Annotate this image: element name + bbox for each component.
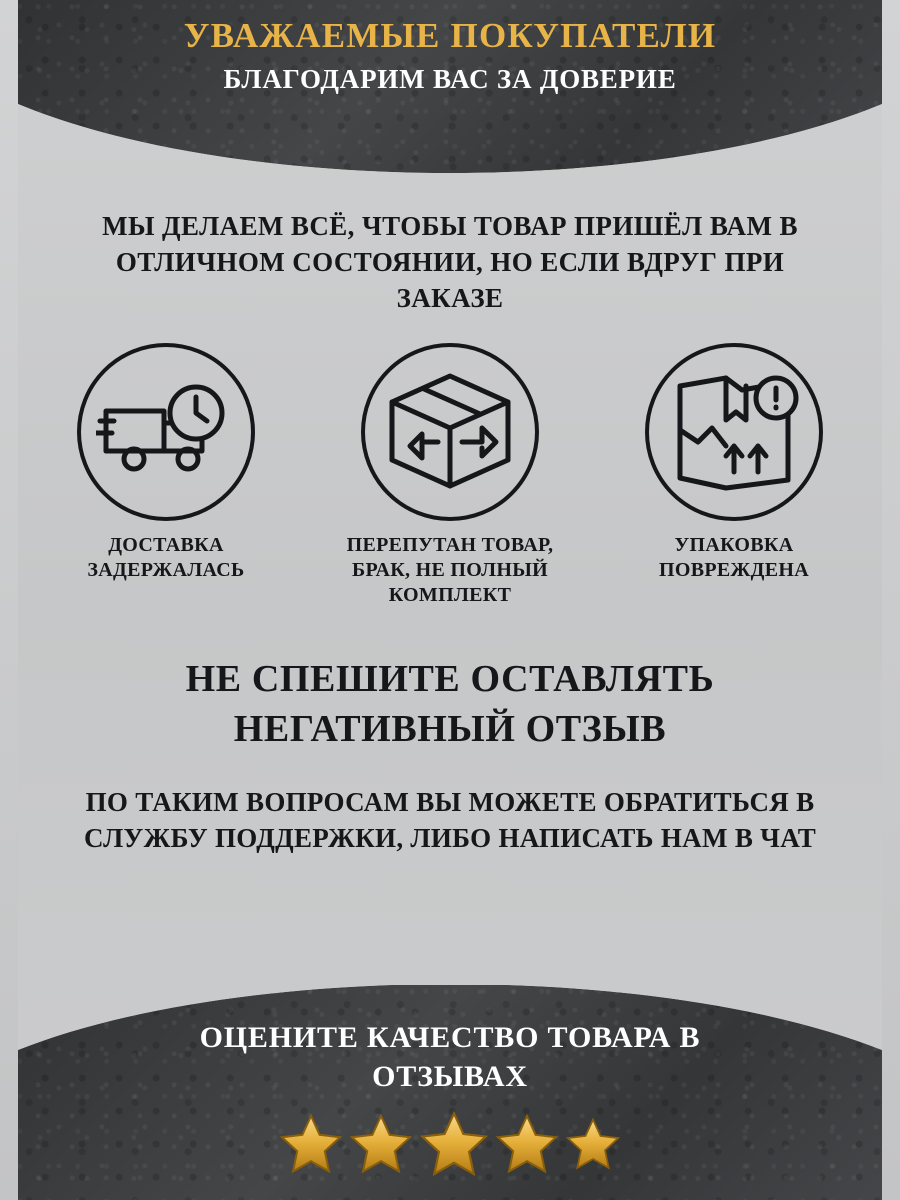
headline-text: НЕ СПЕШИТЕ ОСТАВЛЯТЬ НЕГАТИВНЫЙ ОТЗЫВ: [185, 657, 715, 750]
issue-item-delivery-delayed: [46, 343, 286, 583]
star-rating[interactable]: [0, 1110, 900, 1178]
issues-row: [0, 343, 900, 608]
star-icon[interactable]: [279, 1113, 343, 1175]
issue-caption: ПЕРЕПУТАН ТОВАР, БРАК, НЕ ПОЛНЫЙ КОМПЛЕКТ: [346, 533, 554, 606]
support-text: ПО ТАКИМ ВОПРОСАМ ВЫ МОЖЕТЕ ОБРАТИТЬСЯ В СЛУЖБУ ПОДДЕРЖКИ, ЛИБО НАПИСАТЬ НАМ В ЧАТ: [83, 786, 817, 853]
star-icon[interactable]: [495, 1113, 559, 1175]
intro-text: МЫ ДЕЛАЕМ ВСЁ, ЧТОБЫ ТОВАР ПРИШЁЛ ВАМ В ОТЛИЧНОМ СОСТОЯНИИ, НО ЕСЛИ ВДРУГ ПРИ ЗАКАЗЕ: [102, 211, 798, 314]
issue-item-damaged-package: [614, 343, 854, 583]
issue-item-wrong-or-defective: [330, 343, 570, 608]
star-icon[interactable]: [349, 1113, 413, 1175]
star-icon[interactable]: [565, 1117, 621, 1171]
box-exchange-arrows-icon: [361, 343, 539, 521]
footer-title: ОЦЕНИТЕ КАЧЕСТВО ТОВАРА В ОТЗЫВАХ: [199, 1021, 701, 1093]
footer: [0, 1018, 900, 1178]
star-icon[interactable]: [419, 1110, 489, 1178]
header-subtitle: БЛАГОДАРИМ ВАС ЗА ДОВЕРИЕ: [223, 63, 677, 94]
delivery-truck-clock-icon: [77, 343, 255, 521]
issue-caption: ДОСТАВКА ЗАДЕРЖАЛАСЬ: [87, 533, 245, 581]
main-content: [0, 190, 900, 856]
header-title: УВАЖАЕМЫЕ ПОКУПАТЕЛИ: [183, 16, 717, 55]
damaged-package-icon: [645, 343, 823, 521]
issue-caption: УПАКОВКА ПОВРЕЖДЕНА: [659, 533, 809, 581]
header: [0, 18, 900, 97]
